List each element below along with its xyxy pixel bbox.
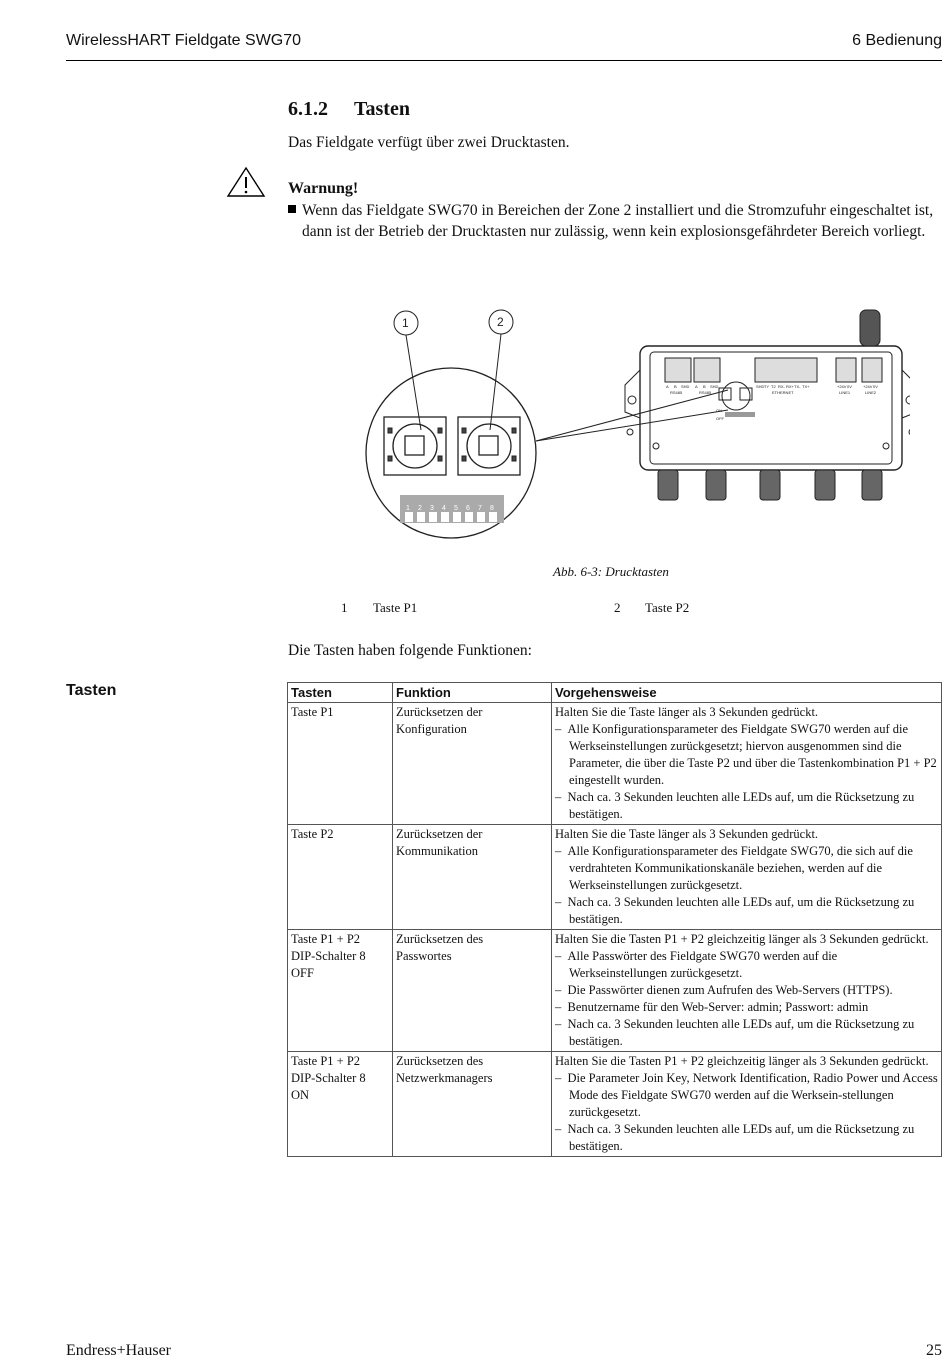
table-header-cell: Funktion bbox=[393, 683, 552, 703]
table-cell-key: Taste P1 + P2 DIP-Schalter 8 ON bbox=[288, 1052, 393, 1157]
terminal-label: A bbox=[695, 384, 698, 389]
list-item: – Nach ca. 3 Sekunden leuchten alle LEDs auf, um die Rücksetzung zu bestätigen. bbox=[555, 790, 915, 821]
legend-number: 2 bbox=[614, 600, 621, 615]
legend-number: 1 bbox=[341, 600, 348, 615]
table-row bbox=[288, 930, 942, 1052]
table-cell-function: Zurücksetzen des Passwortes bbox=[393, 930, 552, 1052]
terminal-label: TX+ bbox=[802, 384, 810, 389]
list-item: – Nach ca. 3 Sekunden leuchten alle LEDs auf, um die Rücksetzung zu bestätigen. bbox=[555, 1017, 915, 1048]
table-row bbox=[288, 1052, 942, 1157]
terminal-label: +24V bbox=[837, 384, 847, 389]
table-cell-procedure bbox=[552, 825, 942, 930]
warning-title: Warnung! bbox=[288, 180, 359, 197]
list-item: – Alle Konfigurationsparameter des Fieldgate SWG70, die sich auf die verdrahteten Kommunikationskanäle beziehen, werden auf die Werkseinstellungen zurückgesetzt. bbox=[555, 844, 913, 892]
legend-label: Taste P1 bbox=[373, 600, 418, 615]
side-label: Tasten bbox=[66, 682, 117, 699]
terminal-label: 0V bbox=[847, 384, 852, 389]
dip-number: 7 bbox=[478, 505, 482, 512]
table-cell-procedure bbox=[552, 703, 942, 825]
table-row bbox=[288, 825, 942, 930]
terminal-label: +24V bbox=[863, 384, 873, 389]
terminal-label: B bbox=[703, 384, 706, 389]
section-title: Tasten bbox=[354, 98, 410, 120]
table-row bbox=[288, 703, 942, 825]
list-item: – Die Passwörter dienen zum Aufrufen des Web-Servers (HTTPS). bbox=[555, 983, 893, 997]
warning-icon bbox=[226, 166, 266, 203]
table-cell-procedure bbox=[552, 1052, 942, 1157]
terminal-label: LINE2 bbox=[865, 390, 877, 395]
dip-number: 5 bbox=[454, 505, 458, 512]
terminal-label: A bbox=[666, 384, 669, 389]
figure-caption: Abb. 6-3: Drucktasten bbox=[553, 564, 669, 579]
procedure-lead: Halten Sie die Tasten P1 + P2 gleichzeitig länger als 3 Sekunden gedrückt. bbox=[555, 932, 929, 946]
dip-number: 8 bbox=[490, 505, 494, 512]
header-rule bbox=[66, 60, 942, 61]
section-heading bbox=[288, 98, 410, 121]
bullet-square-icon bbox=[288, 205, 296, 213]
list-item: – Alle Konfigurationsparameter des Fieldgate SWG70 werden auf die Werkseinstellungen zurückgesetzt; hiervon ausgenommen sind die Parameter, die über die Taste P2 und über die Tastenkombination P1 + P2 eingestellt wurden. bbox=[555, 722, 937, 787]
dip-number: 1 bbox=[406, 505, 410, 512]
antenna-icon bbox=[860, 310, 880, 346]
procedure-lead: Halten Sie die Tasten P1 + P2 gleichzeitig länger als 3 Sekunden gedrückt. bbox=[555, 1054, 929, 1068]
legend-label: Taste P2 bbox=[645, 600, 690, 615]
intro-text: Das Fieldgate verfügt über zwei Drucktasten. bbox=[288, 134, 570, 151]
terminal-label: TY bbox=[764, 384, 770, 389]
table-cell-function: Zurücksetzen der Kommunikation bbox=[393, 825, 552, 930]
dip-number: 4 bbox=[442, 505, 446, 512]
terminal-label: B bbox=[674, 384, 677, 389]
list-item: – Alle Passwörter des Fieldgate SWG70 werden auf die Werkseinstellungen zurückgesetzt. bbox=[555, 949, 838, 980]
procedure-lead: Halten Sie die Taste länger als 3 Sekunden gedrückt. bbox=[555, 705, 819, 719]
list-item: – Nach ca. 3 Sekunden leuchten alle LEDs auf, um die Rücksetzung zu bestätigen. bbox=[555, 1122, 915, 1153]
list-item: – Die Parameter Join Key, Network Identification, Radio Power und Access Mode des Fieldgate SWG70 werden auf die Werksein-stellungen zurückgesetzt. bbox=[555, 1071, 938, 1119]
terminal-label: OFF bbox=[716, 416, 724, 421]
table-header-cell: Vorgehensweise bbox=[552, 683, 942, 703]
dip-number: 2 bbox=[418, 505, 422, 512]
list-item: – Benutzername für den Web-Server: admin; Passwort: admin bbox=[555, 1000, 869, 1014]
terminal-label: SHD bbox=[681, 384, 690, 389]
terminal-label: RX+ bbox=[786, 384, 794, 389]
footer-brand: Endress+Hauser bbox=[66, 1342, 171, 1359]
header-title: WirelessHART Fieldgate SWG70 bbox=[66, 32, 302, 49]
table-header-cell: Tasten bbox=[288, 683, 393, 703]
terminal-label: T2 bbox=[771, 384, 776, 389]
dip-number: 3 bbox=[430, 505, 434, 512]
table-cell-key: Taste P1 + P2 DIP-Schalter 8 OFF bbox=[288, 930, 393, 1052]
terminal-label: RS485 bbox=[699, 390, 712, 395]
dip-switch-block bbox=[400, 495, 504, 523]
functions-intro: Die Tasten haben folgende Funktionen: bbox=[288, 642, 532, 659]
warning-text: Wenn das Fieldgate SWG70 in Bereichen der Zone 2 installiert und die Stromzufuhr eingeschaltet ist, dann ist der Betrieb der Drucktasten nur zulässig, wenn kein explosionsgefährdeter Bereich vorliegt. bbox=[288, 200, 950, 242]
table-cell-function: Zurücksetzen des Netzwerkmanagers bbox=[393, 1052, 552, 1157]
terminal-label: SHD bbox=[710, 384, 719, 389]
table-cell-function: Zurücksetzen der Konfiguration bbox=[393, 703, 552, 825]
terminal-label: RX- bbox=[778, 384, 785, 389]
callout-label-1: 1 bbox=[402, 316, 409, 330]
function-table bbox=[287, 682, 942, 1157]
footer-page-number: 25 bbox=[926, 1342, 942, 1359]
terminal-label: SHD bbox=[756, 384, 765, 389]
table-cell-key: Taste P1 bbox=[288, 703, 393, 825]
figure-drucktasten bbox=[360, 300, 910, 545]
terminal-label: 0V bbox=[873, 384, 878, 389]
dip-number: 6 bbox=[466, 505, 470, 512]
terminal-label: TX- bbox=[794, 384, 801, 389]
procedure-lead: Halten Sie die Taste länger als 3 Sekunden gedrückt. bbox=[555, 827, 819, 841]
terminal-label: ETHERNET bbox=[772, 390, 794, 395]
table-header-row bbox=[288, 683, 942, 703]
header-chapter: 6 Bedienung bbox=[852, 32, 942, 49]
table-cell-key: Taste P2 bbox=[288, 825, 393, 930]
list-item: – Nach ca. 3 Sekunden leuchten alle LEDs auf, um die Rücksetzung zu bestätigen. bbox=[555, 895, 915, 926]
terminal-label: ON bbox=[716, 408, 722, 413]
table-cell-procedure bbox=[552, 930, 942, 1052]
callout-label-2: 2 bbox=[497, 315, 504, 329]
section-number: 6.1.2 bbox=[288, 98, 328, 120]
terminal-label: RS485 bbox=[670, 390, 683, 395]
terminal-label: LINE1 bbox=[839, 390, 851, 395]
